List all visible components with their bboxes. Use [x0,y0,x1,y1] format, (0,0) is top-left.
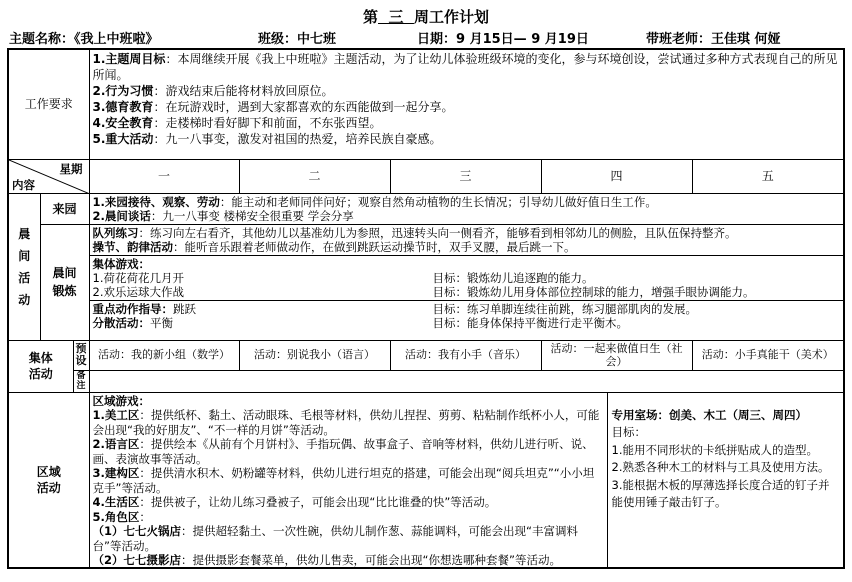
req-head: 2.行为习惯 [92,84,154,98]
collective-plan-row [8,340,844,370]
activity-wed: 活动：我有小手（音乐） [390,340,541,370]
rhythm-practice [93,240,841,254]
game-1-goal: 目标：锻炼幼儿追逐跑的能力。 [432,270,594,285]
area-item-4 [93,495,604,510]
requirements-label: 工作要求 [8,49,89,159]
exercise-label-text: 晨间锻炼 [52,266,77,298]
req-item-4 [93,115,841,131]
date-label: 日期： [417,32,457,47]
note-content [89,370,844,392]
req-item-2 [93,83,841,99]
date-info [417,28,589,47]
req-head: 3.德育教育 [92,100,154,114]
theme-label: 主题名称： [9,32,75,47]
req-item-3 [93,99,841,115]
plan-label [73,340,89,370]
collective-label [8,340,73,392]
activity-tue: 活动：别说我小（语言） [239,340,390,370]
area-item-text: ：提供超轻黏土、一次性碗，供幼儿制作葱、蒜能调料，可能会出现“丰富调料台”等活动。 [92,524,578,553]
area-item-head: 1.美工区 [92,408,140,422]
area-games [90,393,608,567]
corner-weekday-label: 星期 [59,161,83,176]
area-label [8,392,89,568]
area-label-text: 区域活动 [36,464,61,495]
requirements-content [89,49,844,159]
req-head: 5.重大活动 [92,132,154,146]
area-item-text: ：提供清水积木、奶粉罐等材料，供幼儿进行坦克的搭建，可能会出现“阅兵坦克”“小小坦克手”等活动。 [92,466,595,495]
teacher-label: 带班老师： [646,32,712,47]
focus-guidance [93,302,841,316]
arrival-text-2: ：九一八事变 楼梯安全很重要 学会分享 [150,208,354,223]
arrival-text-1: ：能主动和老师同伴问好；观察自然角动植物的生长情况；引导幼儿做好值日生工作。 [219,194,657,209]
group-games [90,256,844,301]
req-item-5 [93,131,841,147]
plan-title [0,6,852,27]
teacher-info [646,28,781,47]
date-range: 9 月15日— 9 月19日 [456,32,589,47]
area-item-head: （1）七七火锅店 [92,524,182,538]
area-item-head: 5.角色区 [92,509,140,524]
area-item-text: ：提供被子，让幼儿练习叠被子，可能会出现“比比谁叠的快”等活动。 [139,495,497,509]
note-label [73,370,89,392]
req-head: 4.安全教育 [92,116,154,130]
req-text: ：九一八事变，激发对祖国的热爱，培养民族自豪感。 [153,132,442,146]
area-item-5 [93,510,604,525]
req-item-1 [93,51,841,83]
title-week-number: 三 [388,8,404,26]
special-goal-3: 3.能根据木板的厚薄选择长度合适的钉子并能使用锤子敲击钉子。 [611,477,830,509]
teacher-names: 王佳琪 何娅 [711,32,781,47]
activity-fri: 活动：小手真能干（美术） [692,340,844,370]
plan-label-text: 预设 [75,342,87,367]
special-goal-1: 1.能用不同形状的卡纸拼贴成人的造型。 [611,442,818,457]
area-item-head: （2）七七摄影店 [92,553,182,567]
area-item-head: 2.语言区 [92,437,140,451]
activity-mon: 活动：我的新小组（数学） [89,340,239,370]
exercise-row [8,224,844,340]
req-text: ：走楼梯时看好脚下和前面，不东张西望。 [153,116,382,130]
games-head: 集体游戏： [92,256,151,271]
title-prefix: 第 [363,8,379,26]
req-text: ：游戏结束后能将材料放回原位。 [153,84,334,98]
special-goal-label: 目标： [611,425,647,439]
area-item-7 [93,553,604,568]
area-item-6 [93,524,604,553]
scatter-goal: 目标：能身体保持平衡进行走平衡木。 [432,315,629,330]
arrival-row [8,193,844,224]
note-label-text: 备注 [76,371,86,391]
weekday-row [8,159,844,193]
scatter-head: 分散活动： [92,315,151,330]
scatter-text: 平衡 [150,315,174,330]
focus-section [90,301,844,331]
arrival-label: 来园 [40,193,89,224]
area-item-text: ：提供绘本《从前有个月饼村》、手指玩偶、故事盒子、音响等材料，供幼儿进行听、说、画、表演故事等活动。 [92,437,594,466]
rhythm-head: 操节、韵律活动 [92,239,174,254]
req-text: ：在玩游戏时，遇到大家都喜欢的东西能做到一起分享。 [153,100,454,114]
special-room [608,393,844,567]
plan-table [7,48,845,569]
theme-info [9,28,159,47]
day-5: 五 [692,159,844,193]
collective-label-text: 集体活动 [28,351,53,381]
queue-text: ：练习向左右看齐，其他幼儿以基准幼儿为参照，迅速转头向一侧看齐，能够看到相邻幼儿的侧脸，且队伍保持整齐。 [138,225,737,240]
day-1: 一 [89,159,239,193]
class-name: 中七班 [297,32,337,47]
class-info [258,28,336,47]
game-1-name: 1.荷花荷花几月开 [92,270,184,285]
focus-text: 跳跃 [173,301,197,316]
arrival-line-1 [93,195,841,209]
focus-head: 重点动作指导： [92,301,174,316]
activity-thu: 活动：一起来做值日生（社会） [541,340,692,370]
exercise-content [89,224,844,340]
arrival-line-2 [93,209,841,223]
game-1 [93,271,841,285]
game-2-name: 2.欢乐运球大作战 [92,284,184,299]
req-text: ：本周继续开展《我上中班啦》主题活动，为了让幼儿体验班级环境的变化，参与环境创设，尝试通过多种方式表现自己的所见所闻。 [92,52,838,82]
area-content [89,392,844,568]
day-3: 三 [390,159,541,193]
area-item-head: 3.建构区 [92,466,140,480]
corner-content-label: 内容 [12,177,35,192]
arrival-content [89,193,844,224]
requirements-row [8,49,844,159]
area-item-3 [93,466,604,495]
exercise-label [40,224,89,340]
collective-note-row [8,370,844,392]
day-2: 二 [239,159,390,193]
area-item-text: ：提供摄影套餐菜单，供幼儿售卖，可能会出现“你想选哪种套餐”等活动。 [181,553,561,567]
scatter-activity [93,316,841,330]
queue-practice [93,226,841,240]
area-item-text: ：提供纸杯、黏土、活动眼珠、毛根等材料，供幼儿捏捏、剪剪、粘粘制作纸杯小人，可能会出现“我的好朋友”、“不一样的月饼”等活动。 [92,408,600,437]
rhythm-text: ：能听音乐跟着老师做动作，在做到跳跃运动操节时，双手叉腰，最后跳一下。 [173,239,576,254]
special-goal-2: 2.熟悉各种木工的材料与工具及使用方法。 [611,460,830,474]
exercise-drills [90,225,844,256]
day-4: 四 [541,159,692,193]
req-head: 1.主题周目标 [92,52,166,66]
area-heading: 区域游戏： [92,393,151,408]
game-2 [93,285,841,299]
title-suffix: 周工作计划 [413,8,489,26]
morning-label-text: 晨间活动 [18,226,31,307]
area-item-head: 4.生活区 [92,495,140,509]
area-item-2 [93,437,604,466]
arrival-head-2: 2.晨间谈话 [92,208,151,223]
queue-head: 队列练习 [92,225,139,240]
area-item-text: ： [139,509,151,524]
class-label: 班级： [258,32,298,47]
arrival-head-1: 1.来园接待、观察、劳动 [92,194,220,209]
special-room-head: 专用室场：创美、木工（周三、周四） [611,407,808,422]
focus-goal: 目标：练习单脚连续往前跳，练习腿部肌肉的发展。 [432,301,698,316]
weekday-corner [8,159,89,193]
area-row [8,392,844,568]
area-item-1 [93,408,604,437]
game-2-goal: 目标：锻炼幼儿用身体部位控制球的能力，增强手眼协调能力。 [432,284,755,299]
morning-label [8,193,40,340]
theme-name: 《我上中班啦》 [74,32,159,47]
